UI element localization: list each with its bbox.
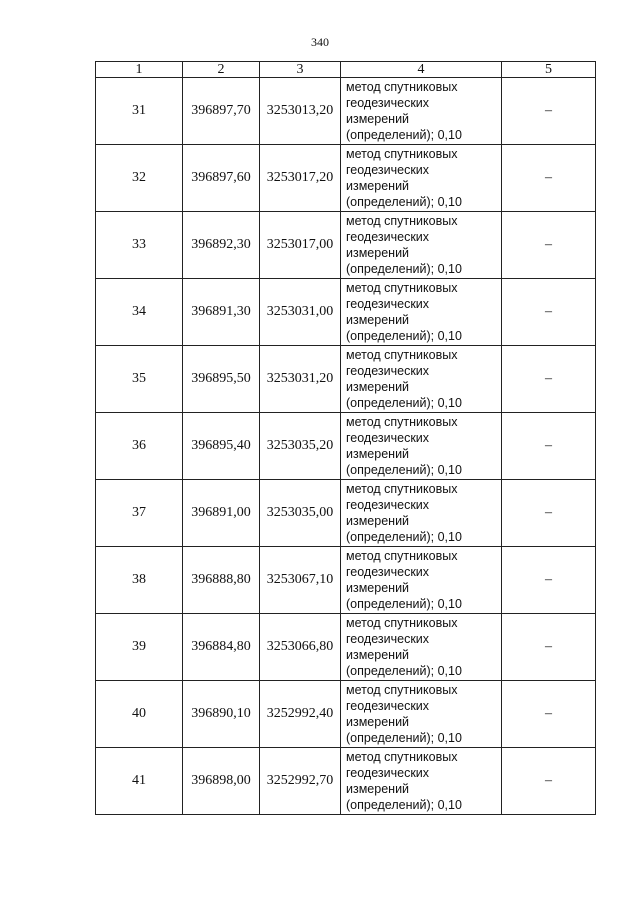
method-text-line: метод спутниковых [346, 281, 458, 295]
method-text-line: метод спутниковых [346, 348, 458, 362]
note-cell: – [502, 480, 596, 547]
method-text-line: геодезических [346, 632, 430, 646]
header-col-5: 5 [502, 62, 596, 78]
table-row [96, 413, 596, 480]
method-cell [341, 279, 502, 346]
method-cell [341, 547, 502, 614]
note-cell: – [502, 547, 596, 614]
page-number: 340 [311, 35, 329, 49]
method-text-line: метод спутниковых [346, 147, 458, 161]
coord-y-cell: 3253035,00 [260, 480, 341, 547]
coord-x-cell: 396890,10 [183, 681, 260, 748]
coord-x-cell: 396891,00 [183, 480, 260, 547]
method-text-line: геодезических [346, 163, 430, 177]
table-row [96, 614, 596, 681]
method-text-line: метод спутниковых [346, 750, 458, 764]
note-cell: – [502, 78, 596, 145]
point-number-cell: 35 [96, 346, 183, 413]
method-cell [341, 413, 502, 480]
method-text-line: геодезических [346, 364, 430, 378]
coord-y-cell: 3252992,40 [260, 681, 341, 748]
header-col-3: 3 [260, 62, 341, 78]
method-text-line: геодезических [346, 96, 430, 110]
method-cell [341, 78, 502, 145]
table-row [96, 145, 596, 212]
method-text-line: метод спутниковых [346, 80, 458, 94]
coord-y-cell: 3253031,00 [260, 279, 341, 346]
table-row [96, 480, 596, 547]
coord-x-cell: 396897,60 [183, 145, 260, 212]
header-row [96, 62, 596, 78]
method-text-line: (определений); 0,10 [346, 597, 462, 611]
note-cell: – [502, 413, 596, 480]
method-text-line: (определений); 0,10 [346, 798, 462, 812]
point-number-cell: 40 [96, 681, 183, 748]
method-text-line: измерений [346, 648, 410, 662]
method-text-line: (определений); 0,10 [346, 128, 462, 142]
note-cell: – [502, 346, 596, 413]
method-cell [341, 748, 502, 815]
method-text-line: геодезических [346, 766, 430, 780]
point-number-cell: 32 [96, 145, 183, 212]
method-text-line: измерений [346, 179, 410, 193]
coord-x-cell: 396898,00 [183, 748, 260, 815]
method-text-line: метод спутниковых [346, 616, 458, 630]
point-number-cell: 33 [96, 212, 183, 279]
coordinates-table [95, 61, 596, 815]
method-text-line: метод спутниковых [346, 683, 458, 697]
note-cell: – [502, 145, 596, 212]
note-cell: – [502, 279, 596, 346]
coord-y-cell: 3253031,20 [260, 346, 341, 413]
header-col-1: 1 [96, 62, 183, 78]
table-row [96, 212, 596, 279]
method-text-line: метод спутниковых [346, 415, 458, 429]
point-number-cell: 37 [96, 480, 183, 547]
method-cell [341, 145, 502, 212]
method-text-line: измерений [346, 514, 410, 528]
table-header [96, 62, 596, 78]
method-text-line: геодезических [346, 699, 430, 713]
method-text-line: геодезических [346, 565, 430, 579]
coord-x-cell: 396891,30 [183, 279, 260, 346]
coord-x-cell: 396884,80 [183, 614, 260, 681]
method-text-line: (определений); 0,10 [346, 530, 462, 544]
point-number-cell: 38 [96, 547, 183, 614]
method-text-line: (определений); 0,10 [346, 396, 462, 410]
method-text-line: метод спутниковых [346, 482, 458, 496]
point-number-cell: 31 [96, 78, 183, 145]
coord-x-cell: 396888,80 [183, 547, 260, 614]
method-text-line: метод спутниковых [346, 549, 458, 563]
method-text-line: (определений); 0,10 [346, 262, 462, 276]
table-row [96, 279, 596, 346]
method-text-line: метод спутниковых [346, 214, 458, 228]
table-row [96, 547, 596, 614]
method-text-line: геодезических [346, 230, 430, 244]
method-text-line: измерений [346, 581, 410, 595]
method-cell [341, 346, 502, 413]
method-text-line: геодезических [346, 297, 430, 311]
method-text-line: геодезических [346, 498, 430, 512]
method-text-line: измерений [346, 313, 410, 327]
method-text-line: (определений); 0,10 [346, 664, 462, 678]
method-cell [341, 212, 502, 279]
method-text-line: измерений [346, 715, 410, 729]
method-text-line: геодезических [346, 431, 430, 445]
point-number-cell: 39 [96, 614, 183, 681]
table-row [96, 346, 596, 413]
coord-y-cell: 3253017,20 [260, 145, 341, 212]
coord-x-cell: 396897,70 [183, 78, 260, 145]
header-col-2: 2 [183, 62, 260, 78]
method-cell [341, 480, 502, 547]
coord-y-cell: 3253017,00 [260, 212, 341, 279]
note-cell: – [502, 614, 596, 681]
method-text-line: (определений); 0,10 [346, 731, 462, 745]
coord-y-cell: 3252992,70 [260, 748, 341, 815]
method-text-line: измерений [346, 112, 410, 126]
method-text-line: (определений); 0,10 [346, 463, 462, 477]
coord-x-cell: 396892,30 [183, 212, 260, 279]
table-row [96, 78, 596, 145]
method-text-line: (определений); 0,10 [346, 195, 462, 209]
coord-y-cell: 3253035,20 [260, 413, 341, 480]
coord-y-cell: 3253013,20 [260, 78, 341, 145]
method-text-line: измерений [346, 246, 410, 260]
coord-x-cell: 396895,40 [183, 413, 260, 480]
method-text-line: измерений [346, 447, 410, 461]
method-text-line: измерений [346, 782, 410, 796]
coord-y-cell: 3253067,10 [260, 547, 341, 614]
point-number-cell: 41 [96, 748, 183, 815]
table-row [96, 681, 596, 748]
method-cell [341, 681, 502, 748]
method-text-line: (определений); 0,10 [346, 329, 462, 343]
method-cell [341, 614, 502, 681]
note-cell: – [502, 748, 596, 815]
coord-x-cell: 396895,50 [183, 346, 260, 413]
coord-y-cell: 3253066,80 [260, 614, 341, 681]
method-text-line: измерений [346, 380, 410, 394]
table-body [96, 78, 596, 815]
note-cell: – [502, 681, 596, 748]
point-number-cell: 34 [96, 279, 183, 346]
point-number-cell: 36 [96, 413, 183, 480]
header-col-4: 4 [341, 62, 502, 78]
table-row [96, 748, 596, 815]
note-cell: – [502, 212, 596, 279]
